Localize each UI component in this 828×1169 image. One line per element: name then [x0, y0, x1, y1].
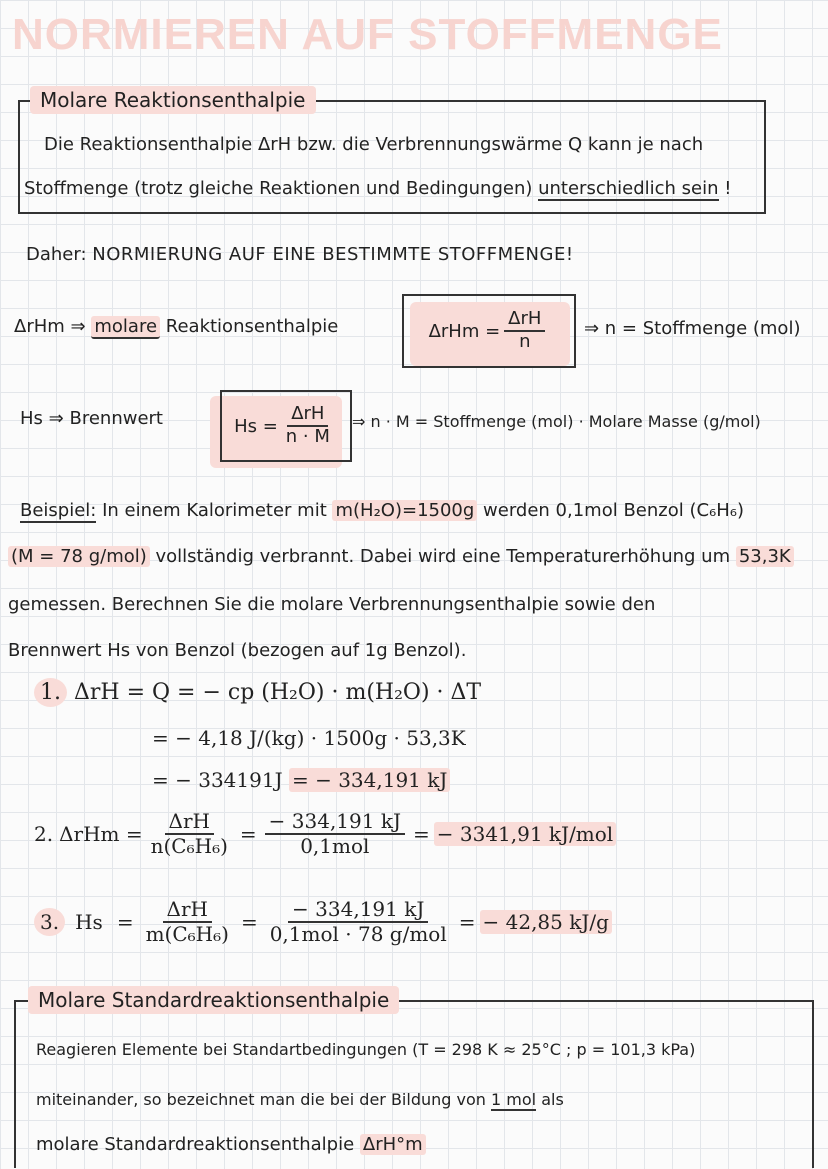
def1-formula-lhs: ΔrHm =: [428, 320, 501, 342]
step3-fraction2-num: − 334,191 kJ: [288, 898, 428, 923]
section1-heading: Molare Reaktionsenthalpie: [30, 86, 316, 114]
def2-term: Brennwert: [69, 408, 163, 429]
step3-fraction2: [266, 898, 451, 946]
section2-line1: Reagieren Elemente bei Standartbedingungen (T = 298 K ≈ 25°C ; p = 101,3 kPa): [36, 1040, 696, 1059]
section1-line1: Die Reaktionsenthalpie ΔrH bzw. die Verbrennungswärme Q kann je nach: [44, 134, 704, 155]
def1-fraction-den: n: [519, 331, 531, 352]
def1-line: [14, 316, 338, 337]
def1-rest: Reaktionsenthalpie: [165, 316, 339, 337]
step3-result: − 42,85 kJ/g: [480, 910, 612, 934]
section2-line3-a: molare Standardreaktionsenthalpie: [36, 1134, 355, 1155]
def2-fraction-num: ΔrH: [287, 404, 328, 427]
step1-eq3-highlight: = − 334,191 kJ: [289, 768, 450, 792]
step2-fraction1-den: n(C₆H₆): [150, 834, 228, 858]
step2-result: − 3341,91 kJ/mol: [434, 822, 616, 846]
example-line1-b: werden 0,1mol Benzol (C₆H₆): [483, 500, 745, 521]
daher-text: NORMIERUNG AUF EINE BESTIMMTE STOFFMENGE!: [92, 244, 574, 265]
step1-eq1: ΔrH = Q = − cp (H₂O) · m(H₂O) · ΔT: [74, 680, 482, 705]
step3-fraction1-den: m(C₆H₆): [145, 922, 229, 946]
def2-formula-lhs: Hs =: [234, 415, 278, 437]
example-line1: [20, 500, 744, 521]
def2-fraction-den: n · M: [285, 426, 330, 447]
section2-line2-b: als: [541, 1090, 564, 1109]
def1-formula-box: [402, 294, 576, 368]
def1-symbol: ΔrHm: [14, 316, 65, 337]
step2-lhs: ΔrHm =: [59, 822, 143, 846]
example-line1-a: In einem Kalorimeter mit: [102, 500, 327, 521]
arrow-icon: ⇒: [70, 316, 86, 337]
section2-line2-underline: 1 mol: [491, 1090, 537, 1109]
step3-lhs: Hs: [75, 910, 103, 934]
example-line4: Brennwert Hs von Benzol (bezogen auf 1g Benzol).: [8, 640, 467, 661]
example-line3: gemessen. Berechnen Sie die molare Verbrennungsenthalpie sowie den: [8, 594, 656, 615]
daher-label: Daher:: [26, 244, 87, 265]
def2-note: ⇒ n · M = Stoffmenge (mol) · Molare Masse (g/mol): [352, 412, 761, 431]
step1-line3: [152, 768, 450, 792]
section1-line2-c: !: [724, 178, 732, 199]
step2-equals: =: [239, 822, 257, 846]
step1-eq2: = − 4,18 J/(kg) · 1500g · 53,3K: [152, 726, 466, 750]
section1-line2: [24, 178, 731, 199]
def1-note: ⇒ n = Stoffmenge (mol): [584, 318, 801, 339]
step2-fraction1: [147, 810, 232, 858]
example-line2: [8, 546, 794, 567]
section2-line3: [36, 1134, 426, 1155]
step3-number: 3.: [34, 908, 65, 936]
example-line2-highlight: (M = 78 g/mol): [8, 546, 150, 567]
example-label: Beispiel:: [20, 500, 97, 521]
step1-number: 1.: [34, 678, 67, 707]
step2-line: [34, 810, 616, 858]
section2-line2: [36, 1090, 564, 1109]
def1-term: molare: [91, 316, 160, 339]
step3-equals: =: [240, 910, 258, 934]
def2-fraction: [282, 404, 334, 447]
step3-fraction2-den: 0,1mol · 78 g/mol: [269, 922, 447, 946]
daher-line: [26, 244, 574, 265]
section2-heading: Molare Standardreaktionsenthalpie: [28, 986, 399, 1014]
def1-fraction-num: ΔrH: [504, 309, 545, 332]
step3-fraction1: [142, 898, 233, 946]
arrow-icon: ⇒: [48, 408, 64, 429]
def2-symbol: Hs: [20, 408, 43, 429]
step3-equals0: =: [116, 910, 134, 934]
section2-line3-highlight: ΔrH°m: [360, 1134, 426, 1155]
page-title: NORMIEREN AUF STOFFMENGE: [12, 10, 723, 59]
def1-fraction: [504, 309, 545, 352]
example-line2-a: vollständig verbrannt. Dabei wird eine Temperaturerhöhung um: [155, 546, 731, 567]
example-line2-highlight2: 53,3K: [736, 546, 794, 567]
def2-line: [20, 408, 163, 429]
step2-equals2: =: [412, 822, 430, 846]
step3-line: [34, 898, 612, 946]
def2-formula-box: [220, 390, 352, 462]
step2-fraction2-num: − 334,191 kJ: [265, 810, 405, 835]
step1-eq3-a: = − 334191J: [152, 768, 283, 792]
step1-line1: [34, 680, 481, 705]
section2-line2-a: miteinander, so bezeichnet man die bei der Bildung von: [36, 1090, 486, 1109]
step3-equals2: =: [458, 910, 476, 934]
step3-fraction1-num: ΔrH: [163, 898, 212, 923]
section1-line2-emphasis: unterschiedlich sein: [538, 178, 719, 199]
step2-fraction2-den: 0,1mol: [300, 834, 370, 858]
step2-number: 2.: [34, 822, 54, 846]
step2-fraction2: [265, 810, 405, 858]
section1-line2-a: Stoffmenge (trotz gleiche Reaktionen und Bedingungen): [24, 178, 533, 199]
example-line1-highlight: m(H₂O)=1500g: [332, 500, 477, 521]
step2-fraction1-num: ΔrH: [165, 810, 214, 835]
